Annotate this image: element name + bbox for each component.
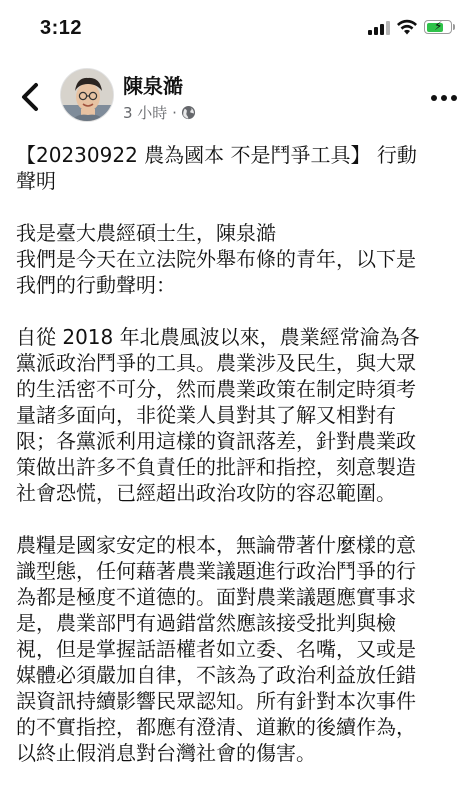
post-text-line: 社會恐慌，已經超出政治攻防的容忍範圍。 — [16, 481, 396, 505]
avatar[interactable] — [60, 68, 114, 122]
status-bar — [0, 0, 474, 56]
status-time: 3:12 — [40, 17, 83, 39]
post-paragraph — [16, 532, 462, 766]
battery-icon — [424, 20, 452, 34]
post-text-line: 誤資訊持續影響民眾認知。所有針對本次事件 — [16, 689, 416, 713]
post-text-line: 的生活密不可分，然而農業政策在制定時須考 — [16, 377, 416, 401]
wifi-icon — [396, 18, 418, 36]
post-text-line: 黨派政治鬥爭的工具。農業涉及民生，與大眾 — [16, 351, 416, 375]
charging-bolt-icon: ⚡ — [434, 19, 443, 33]
post-text-line: 媒體必須嚴加自律，不該為了政治利益放任錯 — [16, 663, 416, 687]
post-text-line: 我們是今天在立法院外舉布條的青年，以下是 — [16, 247, 416, 271]
post-header — [0, 60, 474, 136]
post-time[interactable]: 3 小時 · — [123, 104, 177, 122]
post-text-line: 的不實指控，都應有澄清、道歉的後續作為， — [16, 715, 416, 739]
post-text-line: 我是臺大農經碩士生，陳泉澔 — [16, 221, 276, 245]
post-text-line: 自從 2018 年北農風波以來，農業經常淪為各 — [16, 325, 420, 349]
post-text-line: 聲明 — [16, 169, 56, 193]
avatar-portrait — [61, 69, 114, 122]
post-text-line: 以終止假消息對台灣社會的傷害。 — [16, 741, 316, 765]
post-text — [16, 142, 462, 792]
post-text-line: 策做出許多不負責任的批評和指控，刻意製造 — [16, 455, 416, 479]
post-text-line: 量諸多面向，非從業人員對其了解又相對有 — [16, 403, 396, 427]
post-text-line: 識型態，任何藉著農業議題進行政治鬥爭的行 — [16, 559, 416, 583]
post-text-line: 限；各黨派利用這樣的資訊落差，針對農業政 — [16, 429, 416, 453]
post-text-line: 為都是極度不道德的。面對農業議題應實事求 — [16, 585, 416, 609]
post-text-line: 農糧是國家安定的根本，無論帶著什麼樣的意 — [16, 533, 416, 557]
post-text-line: 【20230922 農為國本 不是鬥爭工具】 行動 — [16, 143, 417, 167]
post-meta — [123, 102, 196, 123]
post-text-line: 視，但是掌握話語權者如立委、名嘴，又或是 — [16, 637, 416, 661]
more-options-icon[interactable] — [430, 92, 458, 104]
author-name[interactable]: 陳泉澔 — [123, 74, 183, 98]
post-paragraph — [16, 142, 462, 194]
post-text-line: 我們的行動聲明： — [16, 273, 176, 297]
globe-icon — [181, 105, 196, 120]
back-chevron-icon[interactable] — [16, 80, 46, 114]
post-paragraph — [16, 220, 462, 298]
post-paragraph — [16, 324, 462, 506]
cellular-signal-icon — [368, 21, 390, 35]
post-text-line: 是，農業部門有過錯當然應該接受批判與檢 — [16, 611, 396, 635]
